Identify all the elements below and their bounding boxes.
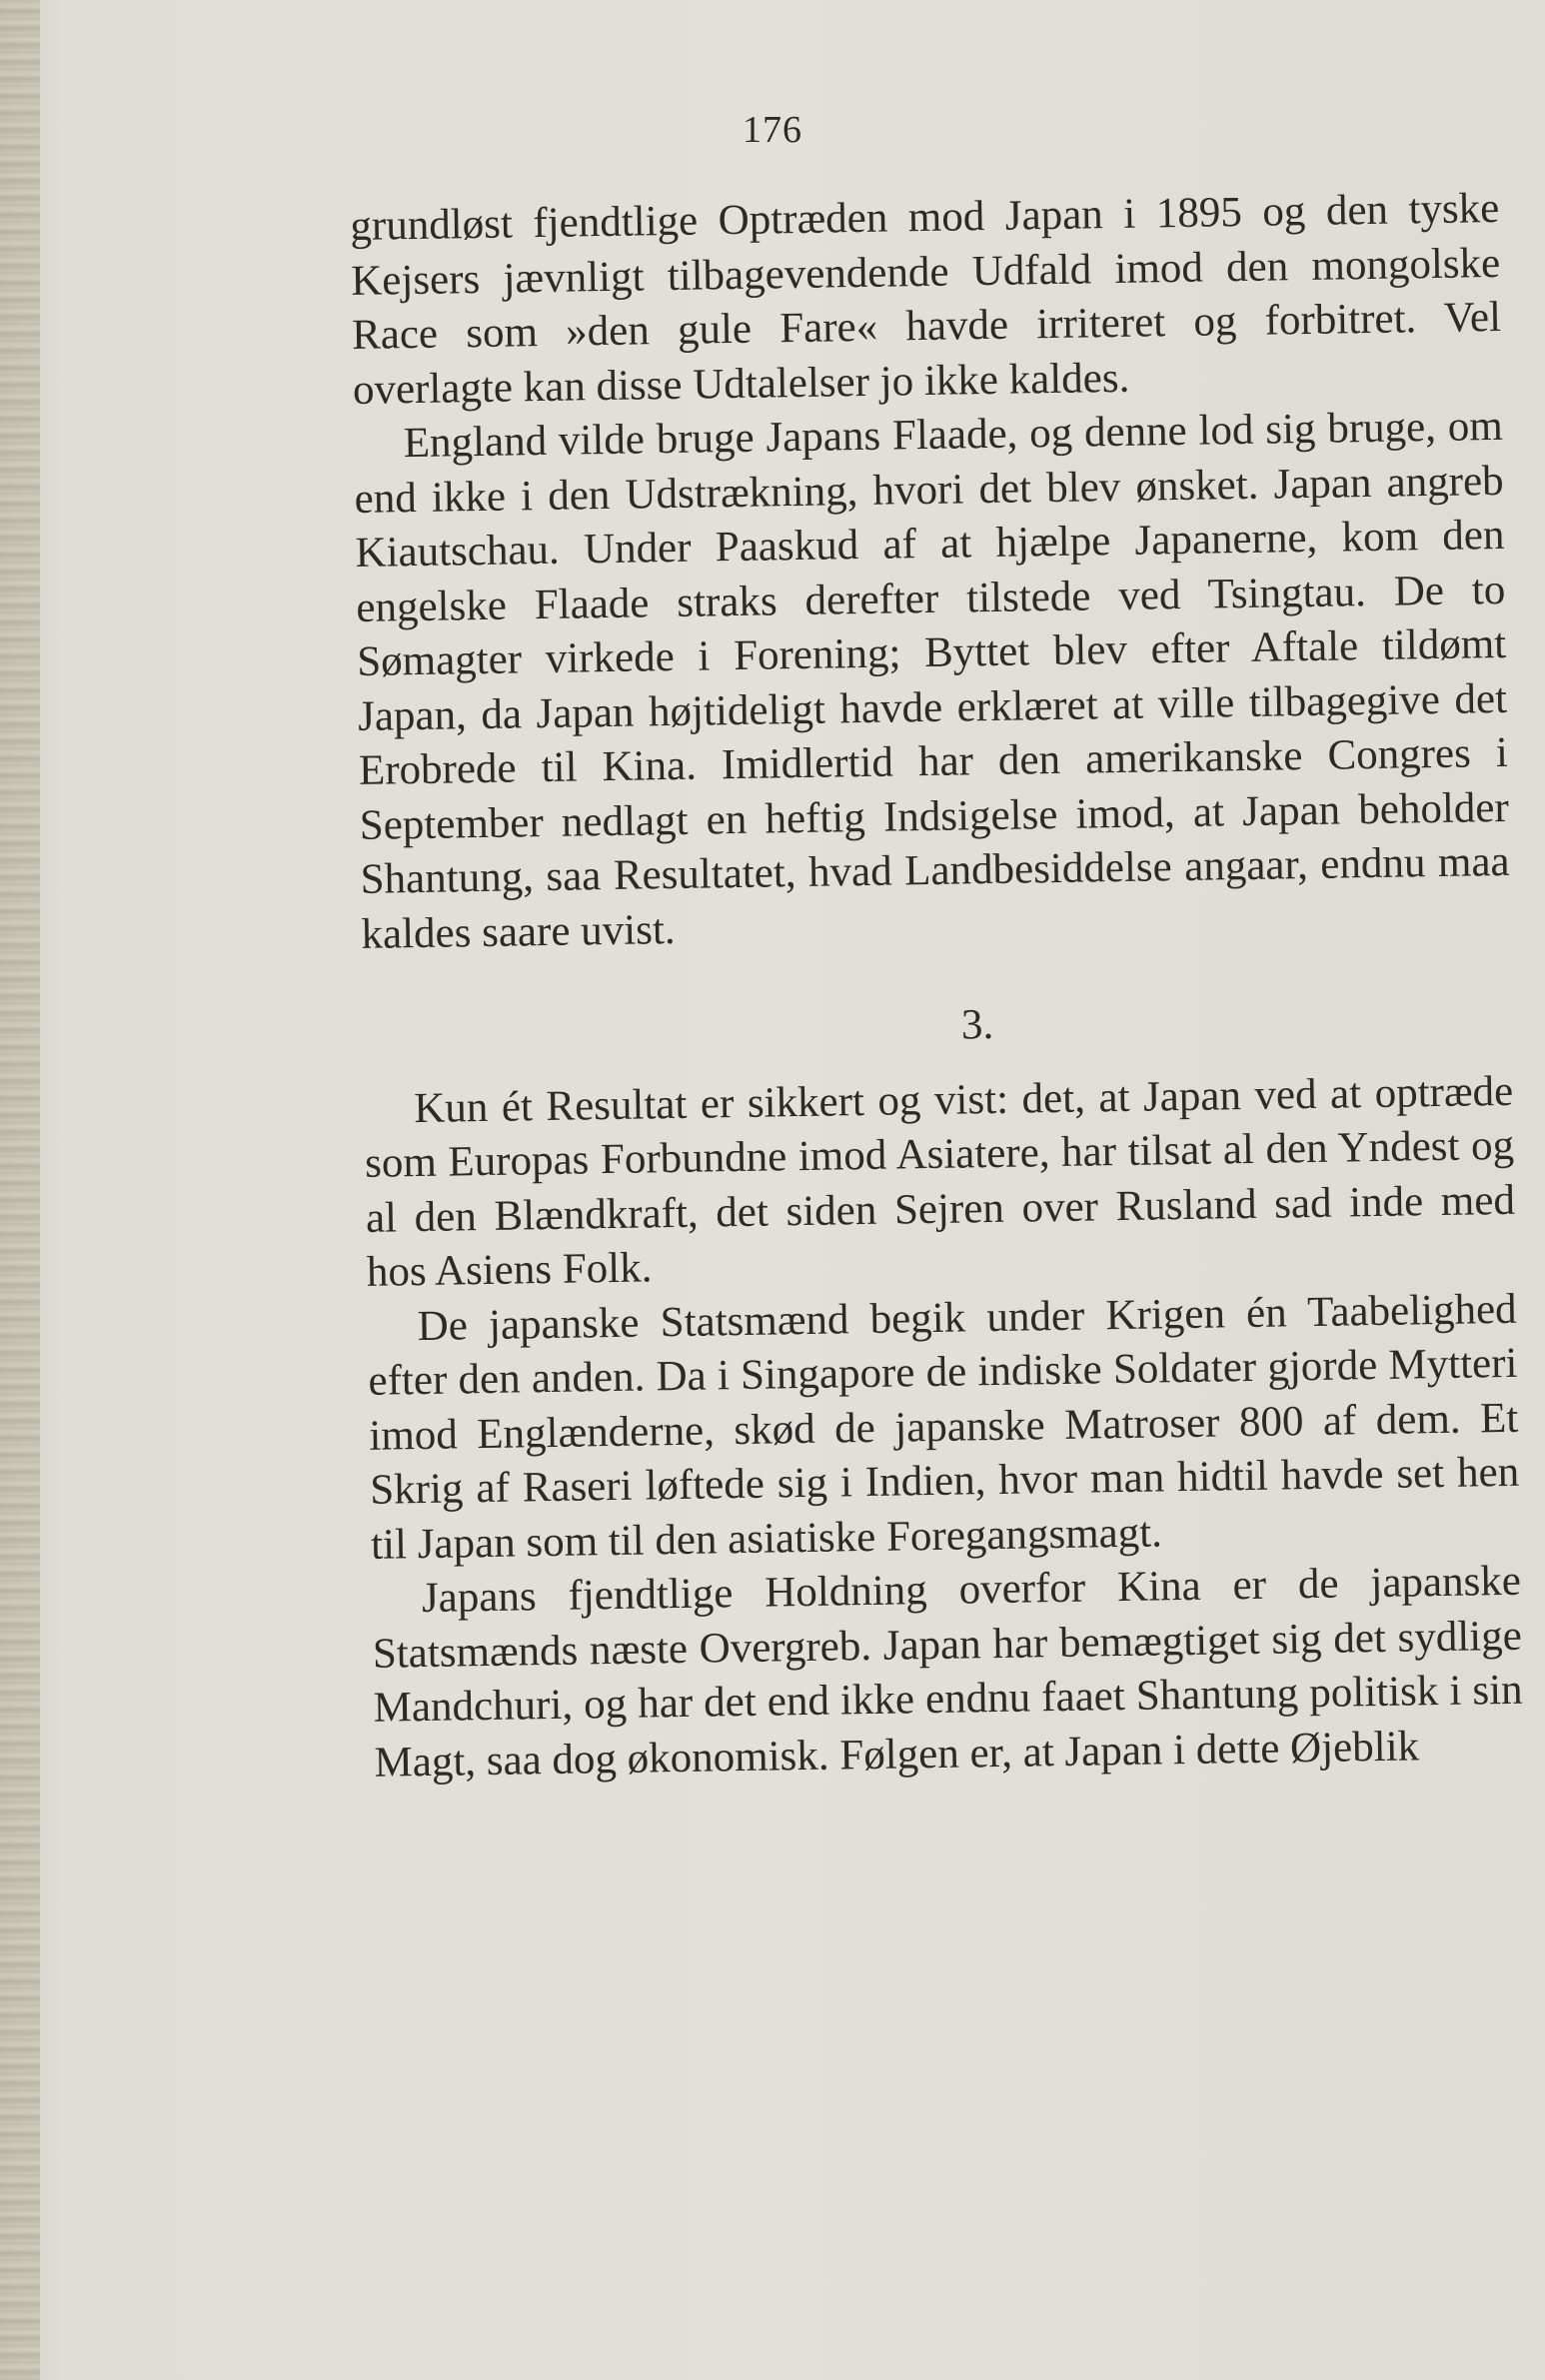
- paragraph-3: Kun ét Resultat er sikkert og vist: det, at Japan ved at optræde som Europas Forbundne imod Asiatere, har tilsat al den Yndest og al den Blændkraft, det siden Sejren over Rusland sad inde med hos Asiens Folk.: [364, 1067, 1516, 1296]
- section-number: 3.: [960, 1000, 994, 1049]
- page-number: 176: [743, 109, 802, 151]
- binding-edge: [0, 0, 40, 2380]
- paragraph-2: England vilde bruge Japans Flaade, og denne lod sig bruge, om end ikke i den Udstrækning, hvori det blev ønsket. Japan angreb Kiautschau. Under Paaskud af at hjælpe Japanerne, kom den engelske Flaade straks derefter tilstede ved Tsingtau. De to Sømagter virkede i Forening; Byttet blev efter Aftale tildømt Japan, da Japan højtideligt havde erklæret at ville tilbagegive det Erobrede til Kina. Imidlertid har den amerikanske Congres i September nedlagt en heftig Indsigelse imod, at Japan beholder Shantung, saa Resultatet, hvad Landbesiddelse angaar, endnu maa kaldes saare uvist.: [354, 402, 1510, 958]
- body-text: [350, 182, 1524, 1790]
- paragraph-1: grundløst fjendtlige Optræden mod Japan i 1895 og den tyske Kejsers jævnligt tilbagevendende Udfald imod den mongolske Race som »den gule Fare« havde irriteret og forbitret. Vel overlagte kan disse Udtalelser jo ikke kaldes.: [350, 184, 1502, 414]
- paragraph-5: Japans fjendtlige Holdning overfor Kina er de japanske Statsmænds næste Overgreb. Japan har bemægtiget sig det sydlige Mandchuri, og har det end ikke endnu faaet Shantung politisk i sin Magt, saa dog økonomisk. Følgen er, at Japan i dette Øjeblik: [372, 1557, 1523, 1786]
- paragraph-4: De japanske Statsmænd begik under Krigen én Taabelighed efter den anden. Da i Singapore de indiske Soldater gjorde Mytteri imod Englænderne, skød de japanske Matroser 800 af dem. Et Skrig af Raseri løftede sig i Indien, hvor man hidtil havde set hen til Japan som til den asiatiske Foregangsmagt.: [368, 1285, 1520, 1569]
